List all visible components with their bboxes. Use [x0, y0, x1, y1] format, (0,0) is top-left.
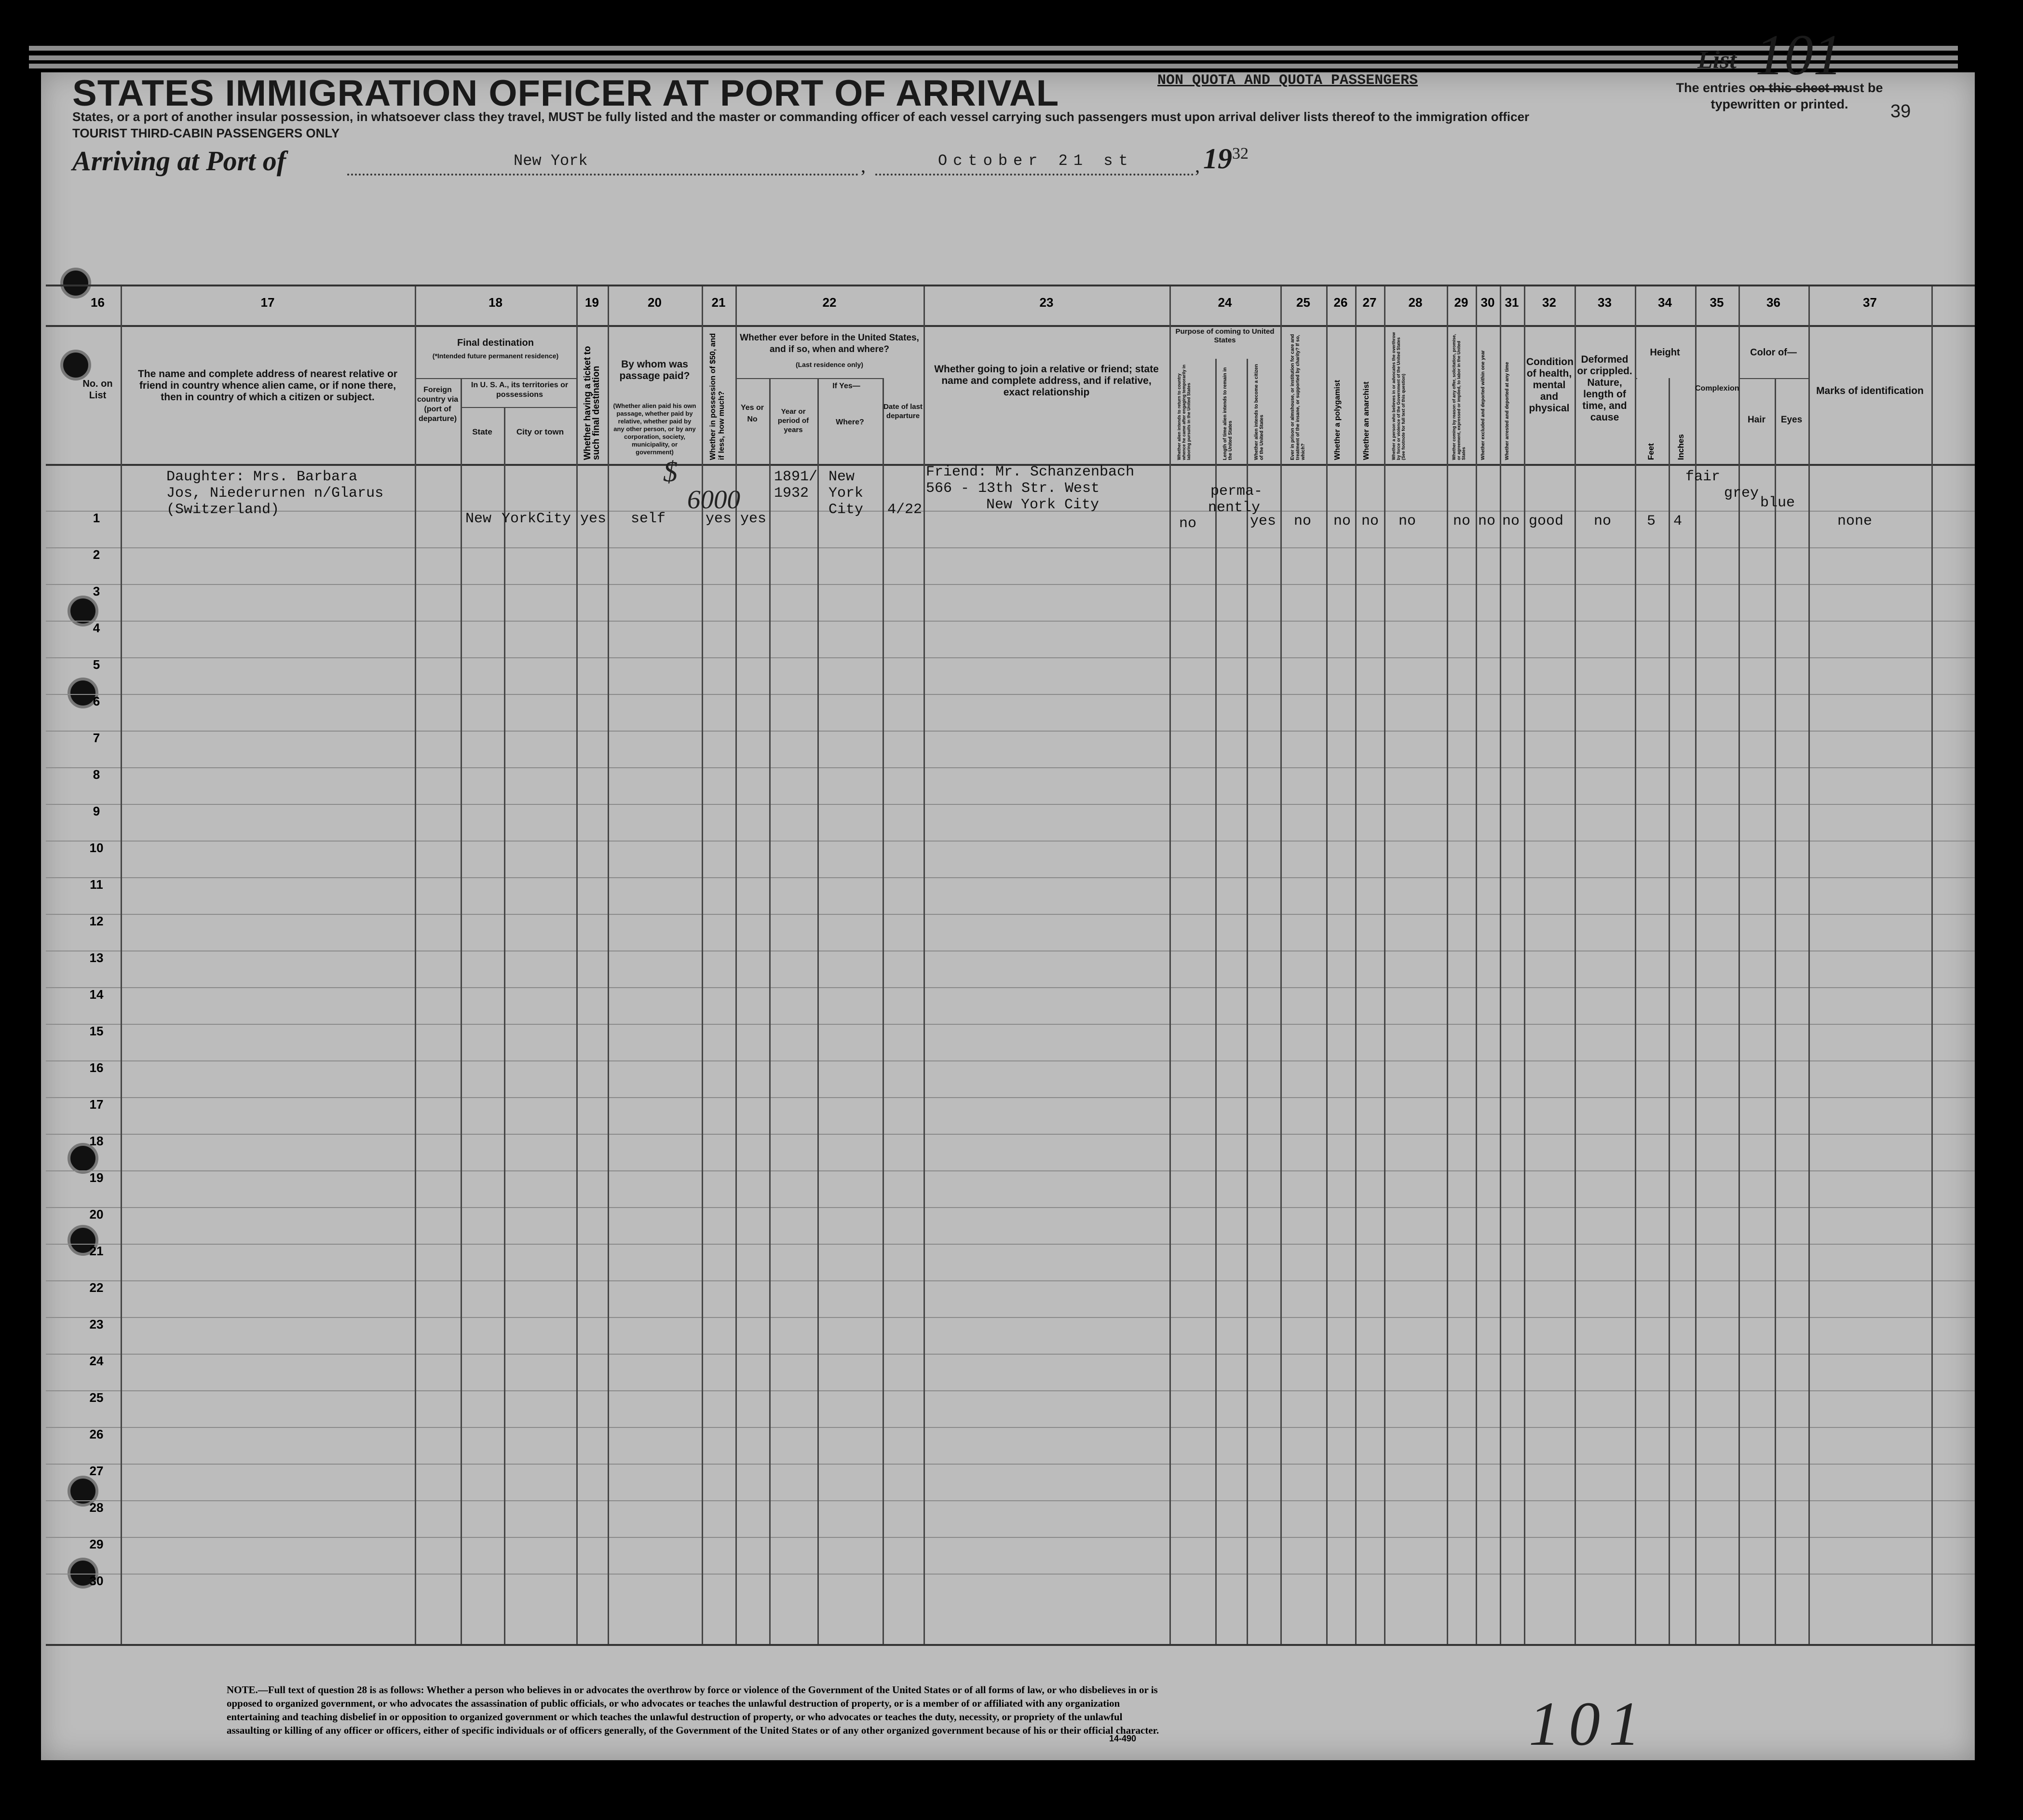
- row-number: 2: [93, 547, 100, 562]
- entry-purpose-c: yes: [1250, 513, 1276, 530]
- row-number: 12: [89, 914, 104, 928]
- header-no-on-list: No. on List: [82, 379, 113, 401]
- header-foreign-country: Foreign country via (port of departure): [417, 386, 459, 423]
- row-number: 26: [89, 1427, 104, 1441]
- col-num: 27: [1362, 295, 1377, 310]
- header-year-period: Year or period of years: [777, 407, 809, 434]
- port-value: New York: [514, 152, 588, 170]
- entry-where: City: [828, 502, 864, 518]
- row-number: 17: [89, 1097, 104, 1112]
- header-ever-before: Whether ever before in the United States, and if so, when and where?: [740, 333, 919, 354]
- entry-q30: no: [1478, 513, 1496, 530]
- header-eyes: Eyes: [1780, 415, 1803, 425]
- entry-marks: none: [1837, 513, 1873, 530]
- col-num: 31: [1505, 295, 1519, 310]
- header-where: Where?: [836, 418, 864, 426]
- header-possession: Whether in possession of $50, and if less, how much?: [709, 333, 726, 460]
- row-number: 25: [89, 1390, 104, 1405]
- row-number: 6: [93, 694, 100, 708]
- col-num: 28: [1408, 295, 1423, 310]
- entry-possession: yes: [706, 511, 732, 527]
- row-number: 22: [89, 1280, 104, 1295]
- col-num: 35: [1710, 295, 1724, 310]
- entry-paid-by: self: [631, 511, 666, 527]
- col-num: 32: [1542, 295, 1556, 310]
- row-number: 19: [89, 1170, 104, 1185]
- row-number: 30: [89, 1574, 104, 1588]
- entry-q28: no: [1398, 513, 1416, 530]
- entry-health: good: [1529, 513, 1564, 530]
- entry-purpose-b: nently: [1208, 500, 1261, 516]
- col-num: 17: [260, 295, 275, 310]
- entry-state: New: [465, 511, 492, 527]
- header-city: City or town: [516, 427, 564, 436]
- row-number: 18: [89, 1134, 104, 1148]
- header-state: State: [472, 427, 492, 436]
- header-health: Condition of health, mental and physical: [1526, 356, 1574, 414]
- entry-inches: 4: [1673, 513, 1683, 530]
- entry-hair: grey: [1724, 485, 1759, 502]
- entry-years: 1891/: [774, 469, 818, 485]
- header-feet: Feet: [1646, 443, 1656, 460]
- entry-anarchist: no: [1361, 513, 1379, 530]
- col-num: 37: [1863, 295, 1877, 310]
- entry-relative: (Switzerland): [166, 502, 280, 518]
- row-number: 4: [93, 621, 100, 635]
- row-number: 7: [93, 731, 100, 745]
- entry-purpose-b: perma-: [1210, 483, 1263, 500]
- col-num: 30: [1480, 295, 1495, 310]
- passenger-class-label: NON QUOTA AND QUOTA PASSENGERS: [1157, 72, 1418, 89]
- year-prefix: 19: [1203, 143, 1232, 175]
- entry-q31: no: [1502, 513, 1520, 530]
- col-num: 16: [91, 295, 105, 310]
- typewritten-note: The entries on this sheet must be typewritten or printed.: [1676, 81, 1883, 111]
- header-prison: Ever in prison or almshouse, or institution for care and treatment of the insane, or supported by charity? If so, which?: [1290, 334, 1306, 460]
- entry-relative: Jos, Niederurnen n/Glarus: [166, 485, 384, 502]
- col-num: 36: [1766, 295, 1780, 310]
- row-number: 13: [89, 951, 104, 965]
- row-number: 11: [90, 877, 103, 892]
- header-deformed: Deformed or crippled. Nature, length of time, and cause: [1577, 354, 1632, 423]
- header-q31: Whether arrested and deported at any time: [1505, 362, 1510, 460]
- entry-polygamist: no: [1333, 513, 1351, 530]
- row-number: 1: [93, 511, 100, 525]
- header-purpose: Purpose of coming to United States: [1175, 327, 1275, 344]
- entry-deformed: no: [1594, 513, 1612, 530]
- form-title: STATES IMMIGRATION OFFICER AT PORT OF ARRIVAL: [72, 73, 1059, 114]
- header-anarchist: Whether an anarchist: [1362, 381, 1371, 460]
- entry-join: Friend: Mr. Schanzenbach: [926, 464, 1135, 480]
- header-hair: Hair: [1748, 415, 1765, 425]
- row-number: 20: [89, 1207, 104, 1222]
- row-number: 24: [89, 1354, 104, 1368]
- entry-prison: no: [1294, 513, 1312, 530]
- row-number: 28: [89, 1500, 104, 1515]
- header-inches: Inches: [1676, 434, 1685, 460]
- entry-join: New York City: [986, 497, 1100, 513]
- row-number: 23: [89, 1317, 104, 1331]
- passenger-table: 16 17 18 19 20 21 22 23 24 25 26 27 28 29 30 31 32 33 34 35 36 37 No. on List The name and complete address of nearest relative or friend in country whence alien came, or if none there, then in country of which a citizen or subject. Final destination (*Intended future permanent residence) Foreign country via (port of departure) In U. S. A., its territories or possessions State City or town Whether having a ticket to such final destination By whom was passage paid? (Whether alien paid his own passage, whether paid by relative, whether paid by any other person, or by any corporation, society, municipality, or government) Whether in possession of $50, and if less, how much? Whether ever before in the United States, and if so, when and where? (Last residence only) If Yes— Yes or No Year or period of years Where? Date of last departure Whether going to join a relative or friend; state name and complete address, and if relative, exact relationship Purpose of coming to United States Whether alien intends to return to country whence he came after engaging temporarily in laboring pursuits in the United States Length of time alien intends to remain in the United States Whether alien intends to become a citizen of the United States Ever in prison or almshouse, or institution for care and treatment of the insane, or supported by charity? If so, which? Whether a polygamist Whether an anarchist Whether a person who believes in or advocates the overthrow by force or violence of the Government of the United States (See footnote for full text of this question) Whether coming by reason of any offer, solicitation, promise, or agreement, expressed or implied, to labor in the United States Whether excluded and deported within one year Whether arrested and deported at any time Condition of health, mental and physical Deformed or crippled. Nature, length of time, and cause Height Feet Inches Complexion Color of— Hair Eyes Marks of identification 1 2 3 4 5 6 7 8 9 10 11 12 13 14 15 16 17 18 19 20 21 22 23 24 25 26 27 28 29 30 Daughter: Mrs. Barbara Jos, Niederurnen n/Glarus (Switzerland) New YorkCity yes self $ 6000 yes yes 1891/ 1932 New York City 4/22 Friend: Mr. Schanzenbach 566 - 13th Str. West New York City no perma- nently yes no no no no no no no good no 5 4 fair grey blue none: [46, 285, 1975, 1646]
- entry-join: 566 - 13th Str. West: [926, 480, 1100, 497]
- header-yes-no: Yes or No: [740, 404, 764, 423]
- header-color-of: Color of—: [1750, 347, 1797, 358]
- header-q28: Whether a person who believes in or advocates the overthrow by force or violence of the Government of the United States (See footnote for full text of this question): [1391, 332, 1406, 460]
- port-line: [347, 174, 858, 176]
- header-polygamist: Whether a polygamist: [1333, 380, 1342, 460]
- row-number: 9: [93, 804, 100, 818]
- row-number: 27: [89, 1464, 104, 1478]
- col-num: 26: [1333, 295, 1348, 310]
- footnote: NOTE.—Full text of question 28 is as follows: Whether a person who believes in or advocates the overthrow by force or violence of the Government of the United States or of all forms of law, or who disbelieves in or is opposed to organized government, or who advocates the assassination of public officials, or who advocates or teaches the unlawful destruction of property, or is a member of or affiliated with any organization entertaining and teaching disbelief in or opposition to organized government or which teaches the unlawful destruction of property, or who advocates or teaches the duty, necessity, or propriety of the unlawful assaulting or killing of any officer or officers, either of specific individuals or of officers generally, of the Government of the United States or of any other organized government because of his or their official character.: [227, 1684, 1159, 1736]
- row-number: 15: [89, 1024, 104, 1038]
- header-date-departure: Date of last departure: [883, 403, 923, 420]
- col-num: 24: [1218, 295, 1232, 310]
- header-join-relative: Whether going to join a relative or friend; state name and complete address, and if relative, exact relationship: [934, 364, 1159, 398]
- row-number: 8: [93, 767, 100, 782]
- header-ticket: Whether having a ticket to such final destination: [583, 346, 601, 460]
- list-number: 101: [1755, 22, 1847, 90]
- header-marks: Marks of identification: [1816, 385, 1924, 396]
- entry-purpose-a: no: [1179, 516, 1197, 532]
- header-height: Height: [1650, 347, 1680, 358]
- row-number: 16: [89, 1060, 104, 1075]
- entry-city: YorkCity: [502, 511, 571, 527]
- header-q30: Whether excluded and deported within one year: [1480, 350, 1486, 460]
- col-num: 20: [648, 295, 662, 310]
- entry-eyes: blue: [1760, 495, 1795, 511]
- year-suffix: 32: [1232, 145, 1249, 163]
- col-num: 22: [822, 295, 837, 310]
- entry-where: New: [828, 469, 855, 485]
- entry-relative: Daughter: Mrs. Barbara: [166, 469, 358, 485]
- header-relative: The name and complete address of nearest relative or friend in country whence alien came, or if none there, then in country of which a citizen or subject.: [137, 368, 398, 403]
- col-num: 21: [711, 295, 726, 310]
- row-number: 14: [89, 987, 104, 1002]
- entry-q29: no: [1453, 513, 1471, 530]
- header-complexion: Complexion: [1695, 384, 1739, 393]
- col-num: 34: [1658, 295, 1672, 310]
- entry-departure: 4/22: [887, 502, 923, 518]
- col-num: 19: [585, 295, 599, 310]
- entry-feet: 5: [1647, 513, 1656, 530]
- date-value: October 21 st: [938, 152, 1134, 170]
- col-num: 29: [1454, 295, 1468, 310]
- col-num: 18: [489, 295, 502, 310]
- header-q29: Whether coming by reason of any offer, solicitation, promise, or agreement, expressed or implied, to labor in the United States: [1452, 334, 1466, 460]
- entry-ever-before: yes: [740, 511, 767, 527]
- entry-possession-handwritten: $: [663, 456, 678, 488]
- instructions-text: States, or a port of another insular possession, in whatsoever class they travel, MUST be fully listed and the master or commanding officer of each vessel carrying such passengers must upon arrival deliver lists thereof to the immigration officer TOURIST THIRD-CABIN PASSENGERS ONLY: [72, 109, 1530, 140]
- handwritten-list-number: 101: [1529, 1689, 1649, 1759]
- row-number: 5: [93, 657, 100, 672]
- arriving-label: Arriving at Port of: [72, 145, 286, 177]
- entry-where: York: [828, 485, 864, 502]
- header-paid-by: By whom was passage paid?: [619, 359, 690, 381]
- entry-possession-handwritten: 6000: [687, 485, 740, 514]
- page-number: 39: [1890, 101, 1911, 122]
- header-in-usa: In U. S. A., its territories or possessions: [471, 381, 569, 399]
- row-number: 29: [89, 1537, 104, 1551]
- form-number: 14-490: [1109, 1734, 1137, 1743]
- entry-years: 1932: [774, 485, 809, 502]
- row-number: 21: [89, 1244, 104, 1258]
- header-final-destination: Final destination: [457, 338, 534, 348]
- col-num: 23: [1039, 295, 1054, 310]
- entry-ticket: yes: [580, 511, 607, 527]
- row-number: 3: [93, 584, 100, 598]
- col-num: 33: [1598, 295, 1612, 310]
- col-num: 25: [1296, 295, 1310, 310]
- date-line: [875, 174, 1194, 176]
- list-label: List: [1697, 46, 1737, 74]
- entry-complexion: fair: [1685, 469, 1721, 485]
- row-number: 10: [89, 841, 104, 855]
